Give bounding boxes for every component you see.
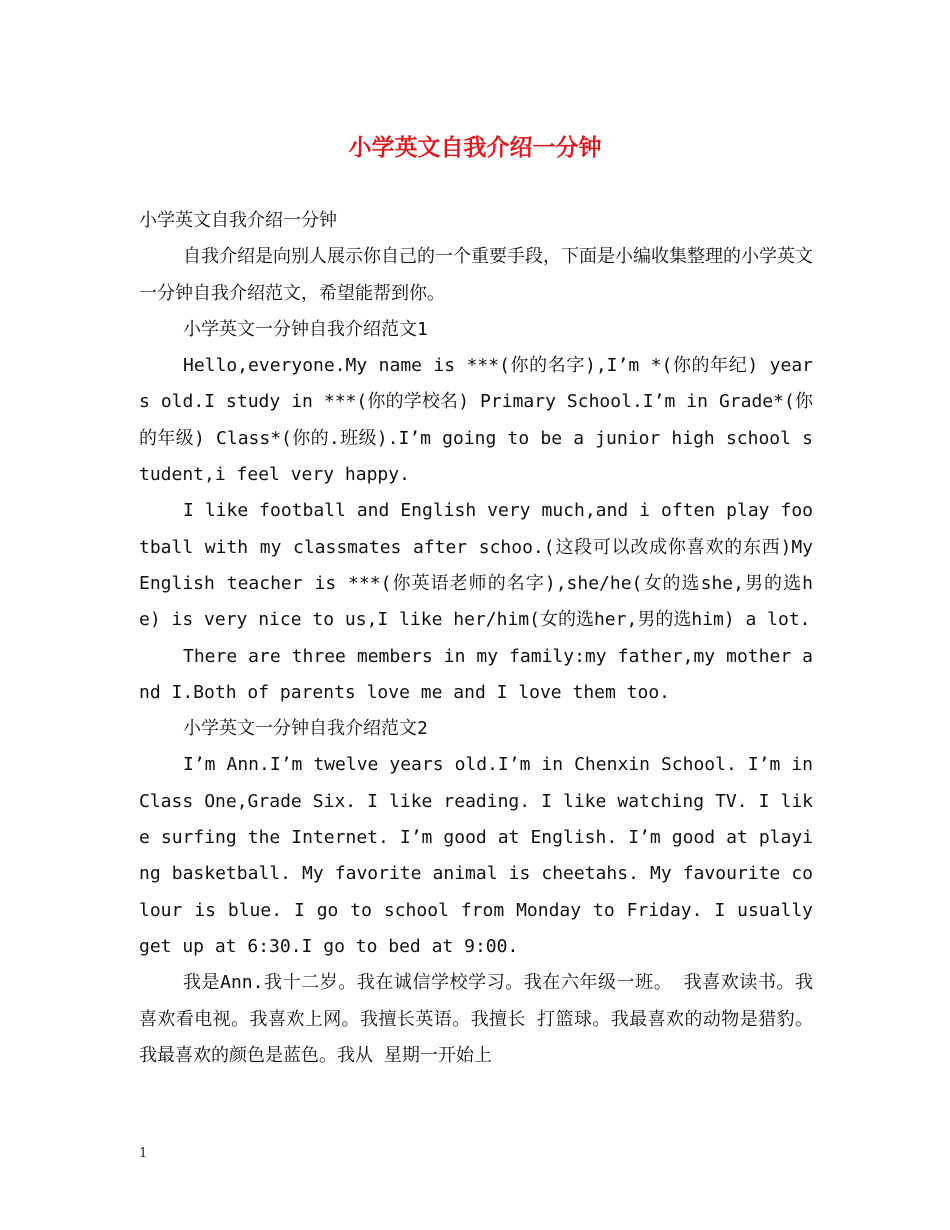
example-1-paragraph-3: There are three members in my family:my father,my mother and I.Both of parents love me and I love them too. [139, 645, 813, 703]
section-heading: 小学英文自我介绍一分钟 [139, 210, 337, 231]
document-title: 小学英文自我介绍一分钟 [348, 134, 602, 161]
document-body [139, 203, 813, 1074]
intro-paragraph: 自我介绍是向别人展示你自己的一个重要手段，下面是小编收集整理的小学英文一分钟自我介绍范文，希望能帮到你。 [139, 246, 813, 304]
example-2-translation: 我是Ann.我十二岁。我在诚信学校学习。我在六年级一班。 我喜欢读书。我喜欢看电视。我喜欢上网。我擅长英语。我擅长 打篮球。我最喜欢的动物是猎豹。我最喜欢的颜色是蓝色。我从 星期一开始上 [139, 972, 813, 1066]
example-1-paragraph-2: I like football and English very much,and i often play football with my classmates after schoo.(这段可以改成你喜欢的东西)My English teacher is ***(你英语老师的名字),she/he(女的选she,男的选he) is very nice to us,I like her/him(女的选her,男的选him) a lot. [139, 500, 813, 631]
example-1-paragraph-1: Hello,everyone.My name is ***(你的名字),I’m *(你的年纪) years old.I study in ***(你的学校名) Primary School.I’m in Grade*(你的年级) Class*(你的.班级).I’m going to be a junior high school student,i feel very happy. [139, 355, 813, 486]
example-2-heading: 小学英文一分钟自我介绍范文2 [183, 718, 428, 740]
page-number: 1 [139, 1146, 148, 1161]
example-2-paragraph-1: I’m Ann.I’m twelve years old.I’m in Chenxin School. I’m in Class One,Grade Six. I like reading. I like watching TV. I like surfing the Internet. I’m good at English. I’m good at playing basketball. My favorite animal is cheetahs. My favourite colour is blue. I go to school from Monday to Friday. I usually get up at 6:30.I go to bed at 9:00. [139, 754, 813, 957]
example-1-heading: 小学英文一分钟自我介绍范文1 [183, 318, 428, 340]
